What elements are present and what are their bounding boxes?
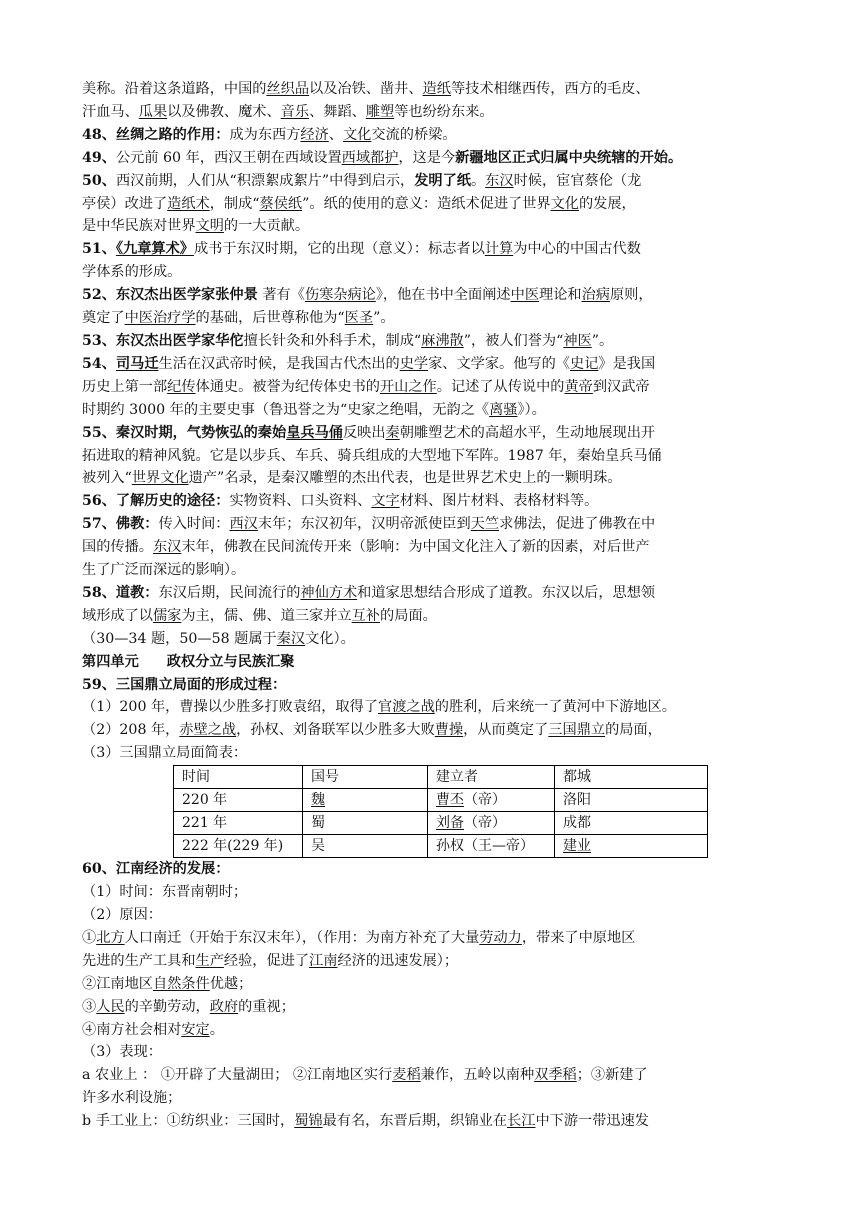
unit-heading: 第四单元 政权分立与民族汇聚	[82, 653, 295, 670]
text-line: 是中华民族对世界文明的一大贡献。	[82, 218, 310, 235]
table-row	[174, 789, 708, 812]
table-header: 时间	[174, 766, 303, 789]
text-line: 历史上第一部纪传体通史。被誉为纪传体史书的开山之作。记述了从传说中的黄帝到汉武帝	[82, 378, 650, 395]
item-54: 54、司马迁生活在汉武帝时候，是我国古代杰出的史学家、文学家。他写的《史记》是我国	[82, 355, 656, 372]
text-line: （3）三国鼎立局面简表：	[82, 745, 248, 762]
table-cell: 220 年	[174, 789, 303, 812]
table-cell: 221 年	[174, 812, 303, 835]
document-body	[82, 78, 782, 1133]
text-line: 拓进取的精神风貌。它是以步兵、车兵、骑兵组成的大型地下军阵。1987 年，秦始皇兵马俑	[82, 447, 662, 464]
text-line: （2）208 年，赤壁之战，孙权、刘备联军以少胜多大败曹操，从而奠定了三国鼎立的局面，	[82, 722, 662, 739]
text-line: 汗血马、瓜果以及佛教、魔术、音乐、舞蹈、雕塑等也纷纷东来。	[82, 103, 494, 120]
table-header: 都城	[555, 766, 708, 789]
table-cell: 吴	[303, 835, 428, 858]
item-58: 58、道教：东汉后期，民间流行的神仙方术和道家思想结合形成了道教。东汉以后，思想领	[82, 584, 656, 601]
text-line: 美称。沿着这条道路，中国的丝织品以及冶铁、凿井、造纸等技术相继西传，西方的毛皮、	[82, 81, 650, 97]
item-52: 52、东汉杰出医学家张仲景 著有《伤寒杂病论》，他在书中全面阐述中医理论和治病原则，	[82, 287, 653, 304]
text-line: 学体系的形成。	[82, 264, 182, 281]
table-header: 建立者	[428, 766, 555, 789]
table-row	[174, 812, 708, 835]
table-cell: 曹丕（帝）	[428, 789, 555, 812]
table-row	[174, 835, 708, 858]
item-48: 48、丝绸之路的作用：成为东西方经济、文化交流的桥梁。	[82, 126, 457, 143]
item-56: 56、了解历史的途径：实物资料、口头资料、文字材料、图片材料、表格材料等。	[82, 493, 599, 510]
text-line: （30—34 题，50—58 题属于秦汉文化）。	[82, 630, 355, 647]
item-50: 50、西汉前期，人们从“积漂絮成絮片”中得到启示，发明了纸。东汉时候，宦官蔡伦（龙	[82, 172, 642, 189]
table-cell: 刘备（帝）	[428, 812, 555, 835]
item-53: 53、东汉杰出医学家华佗擅长针灸和外科手术，制成“麻沸散”，被人们誉为“神医”。	[82, 332, 614, 349]
table-cell: 222 年(229 年)	[174, 835, 303, 858]
text-line: （1）时间：东晋南朝时；	[82, 884, 248, 901]
item-60: 60、江南经济的发展：	[82, 861, 230, 878]
item-49: 49、公元前 60 年，西汉王朝在西域设置西域都护，这是今新疆地区正式归属中央统辖的开始。	[82, 149, 683, 166]
text-line: 国的传播。东汉末年，佛教在民间流传开来（影响：为中国文化注入了新的因素，对后世产	[82, 539, 650, 556]
text-line: a 农业上 ： ①开辟了大量湖田； ②江南地区实行麦稻兼作，五岭以南种双季稻；③新建了	[82, 1067, 648, 1084]
item-59: 59、三国鼎立局面的形成过程：	[82, 676, 287, 693]
text-line: 许多水利设施；	[82, 1090, 182, 1107]
item-51: 51、《九章算术》成书于东汉时期，它的出现（意义）：标志者以计算为中心的中国古代数	[82, 241, 641, 258]
text-line: 时期约 3000 年的主要史事（鲁迅誉之为“史家之绝唱，无韵之《离骚》）。	[82, 401, 546, 418]
text-line: 被列入“世界文化遗产”名录，是秦汉雕塑的杰出代表，也是世界艺术史上的一颗明珠。	[82, 470, 622, 487]
table-header: 国号	[303, 766, 428, 789]
table-cell: 建业	[555, 835, 708, 858]
table-cell: 蜀	[303, 812, 428, 835]
text-line: ①北方人口南迁（开始于东汉末年），（作用：为南方补充了大量劳动力，带来了中原地区	[82, 929, 636, 946]
text-line: ②江南地区自然条件优越；	[82, 975, 253, 992]
text-line: 先进的生产工具和生产经验，促进了江南经济的迅速发展）；	[82, 952, 459, 969]
table-cell: 成都	[555, 812, 708, 835]
text-line: 域形成了以儒家为主，儒、佛、道三家并立互补的局面。	[82, 607, 437, 624]
table-cell: 洛阳	[555, 789, 708, 812]
text-line: ③人民的辛勤劳动，政府的重视；	[82, 998, 295, 1015]
text-line: 亭侯）改进了造纸术，制成“蔡侯纸”。纸的使用的意义：造纸术促进了世界文化的发展，	[82, 195, 636, 212]
item-57: 57、佛教：传入时间：西汉末年；东汉初年，汉明帝派使臣到天竺求佛法，促进了佛教在中	[82, 516, 656, 533]
table-cell: 孙权（王—帝）	[428, 835, 555, 858]
text-line: b 手工业上：①纺织业：三国时，蜀锦最有名，东晋后期，织锦业在长江中下游一带迅速发	[82, 1113, 649, 1130]
text-line: 奠定了中医治疗学的基础，后世尊称他为“医圣”。	[82, 310, 395, 327]
text-line: （1）200 年，曹操以少胜多打败袁绍，取得了官渡之战的胜利，后来统一了黄河中下游地区。	[82, 699, 676, 716]
item-55: 55、秦汉时期，气势恢弘的秦始皇兵马俑反映出秦朝雕塑艺术的高超水平，生动地展现出开	[82, 424, 656, 441]
text-line: （3）表现：	[82, 1044, 162, 1061]
text-line: （2）原因：	[82, 907, 162, 923]
table-cell: 魏	[303, 789, 428, 812]
text-line: 生了广泛而深远的影响）。	[82, 562, 246, 579]
text-line: ④南方社会相对安定。	[82, 1021, 224, 1038]
three-kingdoms-table	[173, 765, 708, 858]
table-header-row	[174, 766, 708, 789]
